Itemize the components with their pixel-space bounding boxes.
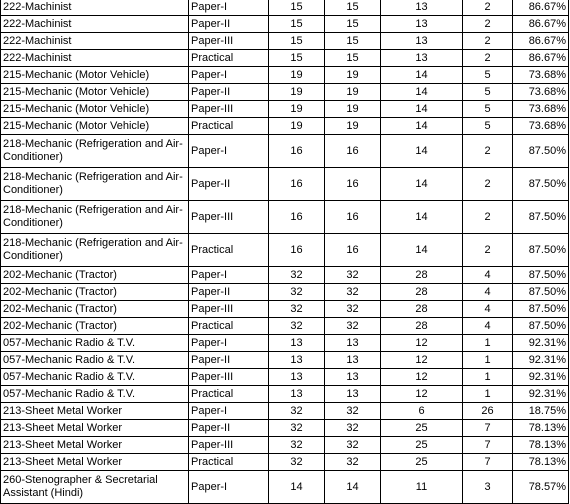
percentage-cell: 73.68% bbox=[513, 84, 569, 101]
paper-cell: Practical bbox=[189, 386, 269, 403]
count-cell-2: 15 bbox=[325, 0, 381, 16]
percentage-cell: 87.50% bbox=[513, 234, 569, 267]
table-row bbox=[1, 201, 569, 234]
count-cell-3: 14 bbox=[381, 118, 463, 135]
count-cell-1: 19 bbox=[269, 67, 325, 84]
table-row bbox=[1, 50, 569, 67]
trade-cell: 215-Mechanic (Motor Vehicle) bbox=[1, 84, 189, 101]
trade-cell: 057-Mechanic Radio & T.V. bbox=[1, 369, 189, 386]
count-cell-4: 26 bbox=[463, 403, 513, 420]
table-row bbox=[1, 168, 569, 201]
percentage-cell: 87.50% bbox=[513, 284, 569, 301]
percentage-cell: 92.31% bbox=[513, 369, 569, 386]
table-row bbox=[1, 67, 569, 84]
table-row bbox=[1, 471, 569, 504]
count-cell-4: 2 bbox=[463, 168, 513, 201]
table-row bbox=[1, 101, 569, 118]
results-table-body bbox=[1, 0, 569, 504]
count-cell-2: 16 bbox=[325, 168, 381, 201]
count-cell-3: 14 bbox=[381, 101, 463, 118]
count-cell-1: 13 bbox=[269, 386, 325, 403]
percentage-cell: 92.31% bbox=[513, 386, 569, 403]
percentage-cell: 92.31% bbox=[513, 335, 569, 352]
table-row bbox=[1, 335, 569, 352]
count-cell-4: 3 bbox=[463, 471, 513, 504]
count-cell-2: 13 bbox=[325, 335, 381, 352]
count-cell-1: 19 bbox=[269, 101, 325, 118]
percentage-cell: 73.68% bbox=[513, 101, 569, 118]
percentage-cell: 87.50% bbox=[513, 201, 569, 234]
table-row bbox=[1, 234, 569, 267]
trade-cell: 213-Sheet Metal Worker bbox=[1, 420, 189, 437]
paper-cell: Paper-I bbox=[189, 335, 269, 352]
count-cell-1: 13 bbox=[269, 335, 325, 352]
count-cell-2: 16 bbox=[325, 201, 381, 234]
count-cell-1: 32 bbox=[269, 267, 325, 284]
count-cell-4: 1 bbox=[463, 369, 513, 386]
count-cell-2: 13 bbox=[325, 369, 381, 386]
count-cell-4: 7 bbox=[463, 454, 513, 471]
count-cell-4: 5 bbox=[463, 67, 513, 84]
count-cell-2: 32 bbox=[325, 284, 381, 301]
count-cell-2: 15 bbox=[325, 33, 381, 50]
table-row bbox=[1, 301, 569, 318]
trade-cell: 222-Machinist bbox=[1, 0, 189, 16]
paper-cell: Paper-III bbox=[189, 437, 269, 454]
count-cell-3: 28 bbox=[381, 318, 463, 335]
trade-cell: 213-Sheet Metal Worker bbox=[1, 403, 189, 420]
count-cell-3: 14 bbox=[381, 135, 463, 168]
count-cell-3: 25 bbox=[381, 420, 463, 437]
trade-cell: 222-Machinist bbox=[1, 16, 189, 33]
trade-cell: 260-Stenographer & Secretarial Assistant (Hindi) bbox=[1, 471, 189, 504]
percentage-cell: 78.13% bbox=[513, 454, 569, 471]
table-row bbox=[1, 16, 569, 33]
count-cell-1: 32 bbox=[269, 403, 325, 420]
trade-cell: 202-Mechanic (Tractor) bbox=[1, 284, 189, 301]
count-cell-3: 12 bbox=[381, 335, 463, 352]
paper-cell: Practical bbox=[189, 454, 269, 471]
count-cell-4: 1 bbox=[463, 386, 513, 403]
count-cell-3: 14 bbox=[381, 168, 463, 201]
count-cell-2: 14 bbox=[325, 471, 381, 504]
paper-cell: Paper-III bbox=[189, 33, 269, 50]
percentage-cell: 92.31% bbox=[513, 352, 569, 369]
paper-cell: Paper-I bbox=[189, 135, 269, 168]
table-row bbox=[1, 118, 569, 135]
count-cell-1: 15 bbox=[269, 0, 325, 16]
trade-cell: 218-Mechanic (Refrigeration and Air-Conditioner) bbox=[1, 135, 189, 168]
paper-cell: Paper-I bbox=[189, 0, 269, 16]
paper-cell: Paper-II bbox=[189, 284, 269, 301]
count-cell-2: 16 bbox=[325, 234, 381, 267]
count-cell-2: 32 bbox=[325, 301, 381, 318]
paper-cell: Practical bbox=[189, 318, 269, 335]
count-cell-4: 1 bbox=[463, 352, 513, 369]
table-row bbox=[1, 437, 569, 454]
table-row bbox=[1, 420, 569, 437]
count-cell-4: 2 bbox=[463, 50, 513, 67]
count-cell-2: 32 bbox=[325, 267, 381, 284]
count-cell-2: 32 bbox=[325, 437, 381, 454]
count-cell-4: 7 bbox=[463, 420, 513, 437]
count-cell-1: 32 bbox=[269, 454, 325, 471]
count-cell-1: 16 bbox=[269, 168, 325, 201]
trade-cell: 213-Sheet Metal Worker bbox=[1, 454, 189, 471]
paper-cell: Paper-I bbox=[189, 67, 269, 84]
count-cell-2: 19 bbox=[325, 67, 381, 84]
count-cell-2: 32 bbox=[325, 454, 381, 471]
count-cell-1: 32 bbox=[269, 284, 325, 301]
count-cell-3: 13 bbox=[381, 0, 463, 16]
percentage-cell: 18.75% bbox=[513, 403, 569, 420]
count-cell-1: 15 bbox=[269, 33, 325, 50]
count-cell-1: 16 bbox=[269, 135, 325, 168]
count-cell-1: 15 bbox=[269, 50, 325, 67]
table-row bbox=[1, 284, 569, 301]
count-cell-4: 2 bbox=[463, 0, 513, 16]
count-cell-4: 4 bbox=[463, 284, 513, 301]
trade-cell: 215-Mechanic (Motor Vehicle) bbox=[1, 101, 189, 118]
count-cell-2: 15 bbox=[325, 50, 381, 67]
count-cell-2: 13 bbox=[325, 352, 381, 369]
count-cell-3: 25 bbox=[381, 454, 463, 471]
paper-cell: Practical bbox=[189, 50, 269, 67]
trade-cell: 222-Machinist bbox=[1, 33, 189, 50]
paper-cell: Paper-III bbox=[189, 201, 269, 234]
count-cell-3: 12 bbox=[381, 352, 463, 369]
percentage-cell: 86.67% bbox=[513, 0, 569, 16]
trade-cell: 222-Machinist bbox=[1, 50, 189, 67]
percentage-cell: 87.50% bbox=[513, 168, 569, 201]
count-cell-4: 2 bbox=[463, 135, 513, 168]
count-cell-3: 25 bbox=[381, 437, 463, 454]
trade-cell: 218-Mechanic (Refrigeration and Air-Conditioner) bbox=[1, 168, 189, 201]
trade-cell: 218-Mechanic (Refrigeration and Air-Conditioner) bbox=[1, 201, 189, 234]
count-cell-3: 14 bbox=[381, 234, 463, 267]
count-cell-3: 12 bbox=[381, 386, 463, 403]
paper-cell: Paper-III bbox=[189, 369, 269, 386]
count-cell-1: 32 bbox=[269, 420, 325, 437]
percentage-cell: 87.50% bbox=[513, 267, 569, 284]
count-cell-3: 13 bbox=[381, 33, 463, 50]
percentage-cell: 87.50% bbox=[513, 301, 569, 318]
count-cell-1: 16 bbox=[269, 201, 325, 234]
count-cell-1: 13 bbox=[269, 352, 325, 369]
count-cell-2: 32 bbox=[325, 420, 381, 437]
paper-cell: Paper-III bbox=[189, 301, 269, 318]
count-cell-1: 32 bbox=[269, 301, 325, 318]
count-cell-1: 13 bbox=[269, 369, 325, 386]
count-cell-3: 14 bbox=[381, 84, 463, 101]
count-cell-4: 4 bbox=[463, 318, 513, 335]
table-row bbox=[1, 403, 569, 420]
paper-cell: Paper-II bbox=[189, 168, 269, 201]
table-row bbox=[1, 386, 569, 403]
count-cell-3: 28 bbox=[381, 267, 463, 284]
count-cell-1: 32 bbox=[269, 437, 325, 454]
count-cell-1: 14 bbox=[269, 471, 325, 504]
table-row bbox=[1, 369, 569, 386]
count-cell-3: 13 bbox=[381, 50, 463, 67]
count-cell-1: 16 bbox=[269, 234, 325, 267]
count-cell-3: 14 bbox=[381, 201, 463, 234]
count-cell-4: 7 bbox=[463, 437, 513, 454]
count-cell-1: 19 bbox=[269, 118, 325, 135]
count-cell-4: 4 bbox=[463, 267, 513, 284]
percentage-cell: 73.68% bbox=[513, 67, 569, 84]
paper-cell: Practical bbox=[189, 118, 269, 135]
table-row bbox=[1, 352, 569, 369]
count-cell-3: 13 bbox=[381, 16, 463, 33]
trade-cell: 202-Mechanic (Tractor) bbox=[1, 318, 189, 335]
table-row bbox=[1, 135, 569, 168]
count-cell-3: 11 bbox=[381, 471, 463, 504]
count-cell-3: 12 bbox=[381, 369, 463, 386]
table-row bbox=[1, 0, 569, 16]
count-cell-2: 32 bbox=[325, 318, 381, 335]
count-cell-3: 14 bbox=[381, 67, 463, 84]
count-cell-3: 28 bbox=[381, 301, 463, 318]
table-row bbox=[1, 33, 569, 50]
table-row bbox=[1, 267, 569, 284]
count-cell-4: 2 bbox=[463, 16, 513, 33]
paper-cell: Paper-II bbox=[189, 16, 269, 33]
paper-cell: Paper-II bbox=[189, 352, 269, 369]
count-cell-4: 4 bbox=[463, 301, 513, 318]
percentage-cell: 78.57% bbox=[513, 471, 569, 504]
trade-cell: 202-Mechanic (Tractor) bbox=[1, 267, 189, 284]
count-cell-3: 28 bbox=[381, 284, 463, 301]
count-cell-4: 2 bbox=[463, 201, 513, 234]
table-row bbox=[1, 454, 569, 471]
percentage-cell: 78.13% bbox=[513, 437, 569, 454]
count-cell-2: 32 bbox=[325, 403, 381, 420]
trade-cell: 057-Mechanic Radio & T.V. bbox=[1, 335, 189, 352]
paper-cell: Paper-I bbox=[189, 471, 269, 504]
paper-cell: Paper-II bbox=[189, 84, 269, 101]
trade-cell: 215-Mechanic (Motor Vehicle) bbox=[1, 67, 189, 84]
table-row bbox=[1, 318, 569, 335]
count-cell-4: 5 bbox=[463, 84, 513, 101]
percentage-cell: 73.68% bbox=[513, 118, 569, 135]
percentage-cell: 87.50% bbox=[513, 135, 569, 168]
count-cell-4: 5 bbox=[463, 101, 513, 118]
count-cell-1: 32 bbox=[269, 318, 325, 335]
paper-cell: Paper-III bbox=[189, 101, 269, 118]
trade-cell: 215-Mechanic (Motor Vehicle) bbox=[1, 118, 189, 135]
count-cell-4: 2 bbox=[463, 33, 513, 50]
table-row bbox=[1, 84, 569, 101]
count-cell-4: 1 bbox=[463, 335, 513, 352]
count-cell-4: 5 bbox=[463, 118, 513, 135]
paper-cell: Paper-I bbox=[189, 267, 269, 284]
count-cell-2: 15 bbox=[325, 16, 381, 33]
paper-cell: Paper-II bbox=[189, 420, 269, 437]
count-cell-1: 19 bbox=[269, 84, 325, 101]
trade-cell: 057-Mechanic Radio & T.V. bbox=[1, 386, 189, 403]
percentage-cell: 86.67% bbox=[513, 33, 569, 50]
count-cell-3: 6 bbox=[381, 403, 463, 420]
percentage-cell: 78.13% bbox=[513, 420, 569, 437]
percentage-cell: 87.50% bbox=[513, 318, 569, 335]
percentage-cell: 86.67% bbox=[513, 16, 569, 33]
count-cell-2: 13 bbox=[325, 386, 381, 403]
trade-cell: 057-Mechanic Radio & T.V. bbox=[1, 352, 189, 369]
trade-cell: 202-Mechanic (Tractor) bbox=[1, 301, 189, 318]
paper-cell: Practical bbox=[189, 234, 269, 267]
trade-cell: 213-Sheet Metal Worker bbox=[1, 437, 189, 454]
paper-cell: Paper-I bbox=[189, 403, 269, 420]
count-cell-2: 19 bbox=[325, 101, 381, 118]
count-cell-2: 19 bbox=[325, 84, 381, 101]
count-cell-4: 2 bbox=[463, 234, 513, 267]
count-cell-2: 19 bbox=[325, 118, 381, 135]
count-cell-2: 16 bbox=[325, 135, 381, 168]
trade-cell: 218-Mechanic (Refrigeration and Air-Conditioner) bbox=[1, 234, 189, 267]
percentage-cell: 86.67% bbox=[513, 50, 569, 67]
count-cell-1: 15 bbox=[269, 16, 325, 33]
